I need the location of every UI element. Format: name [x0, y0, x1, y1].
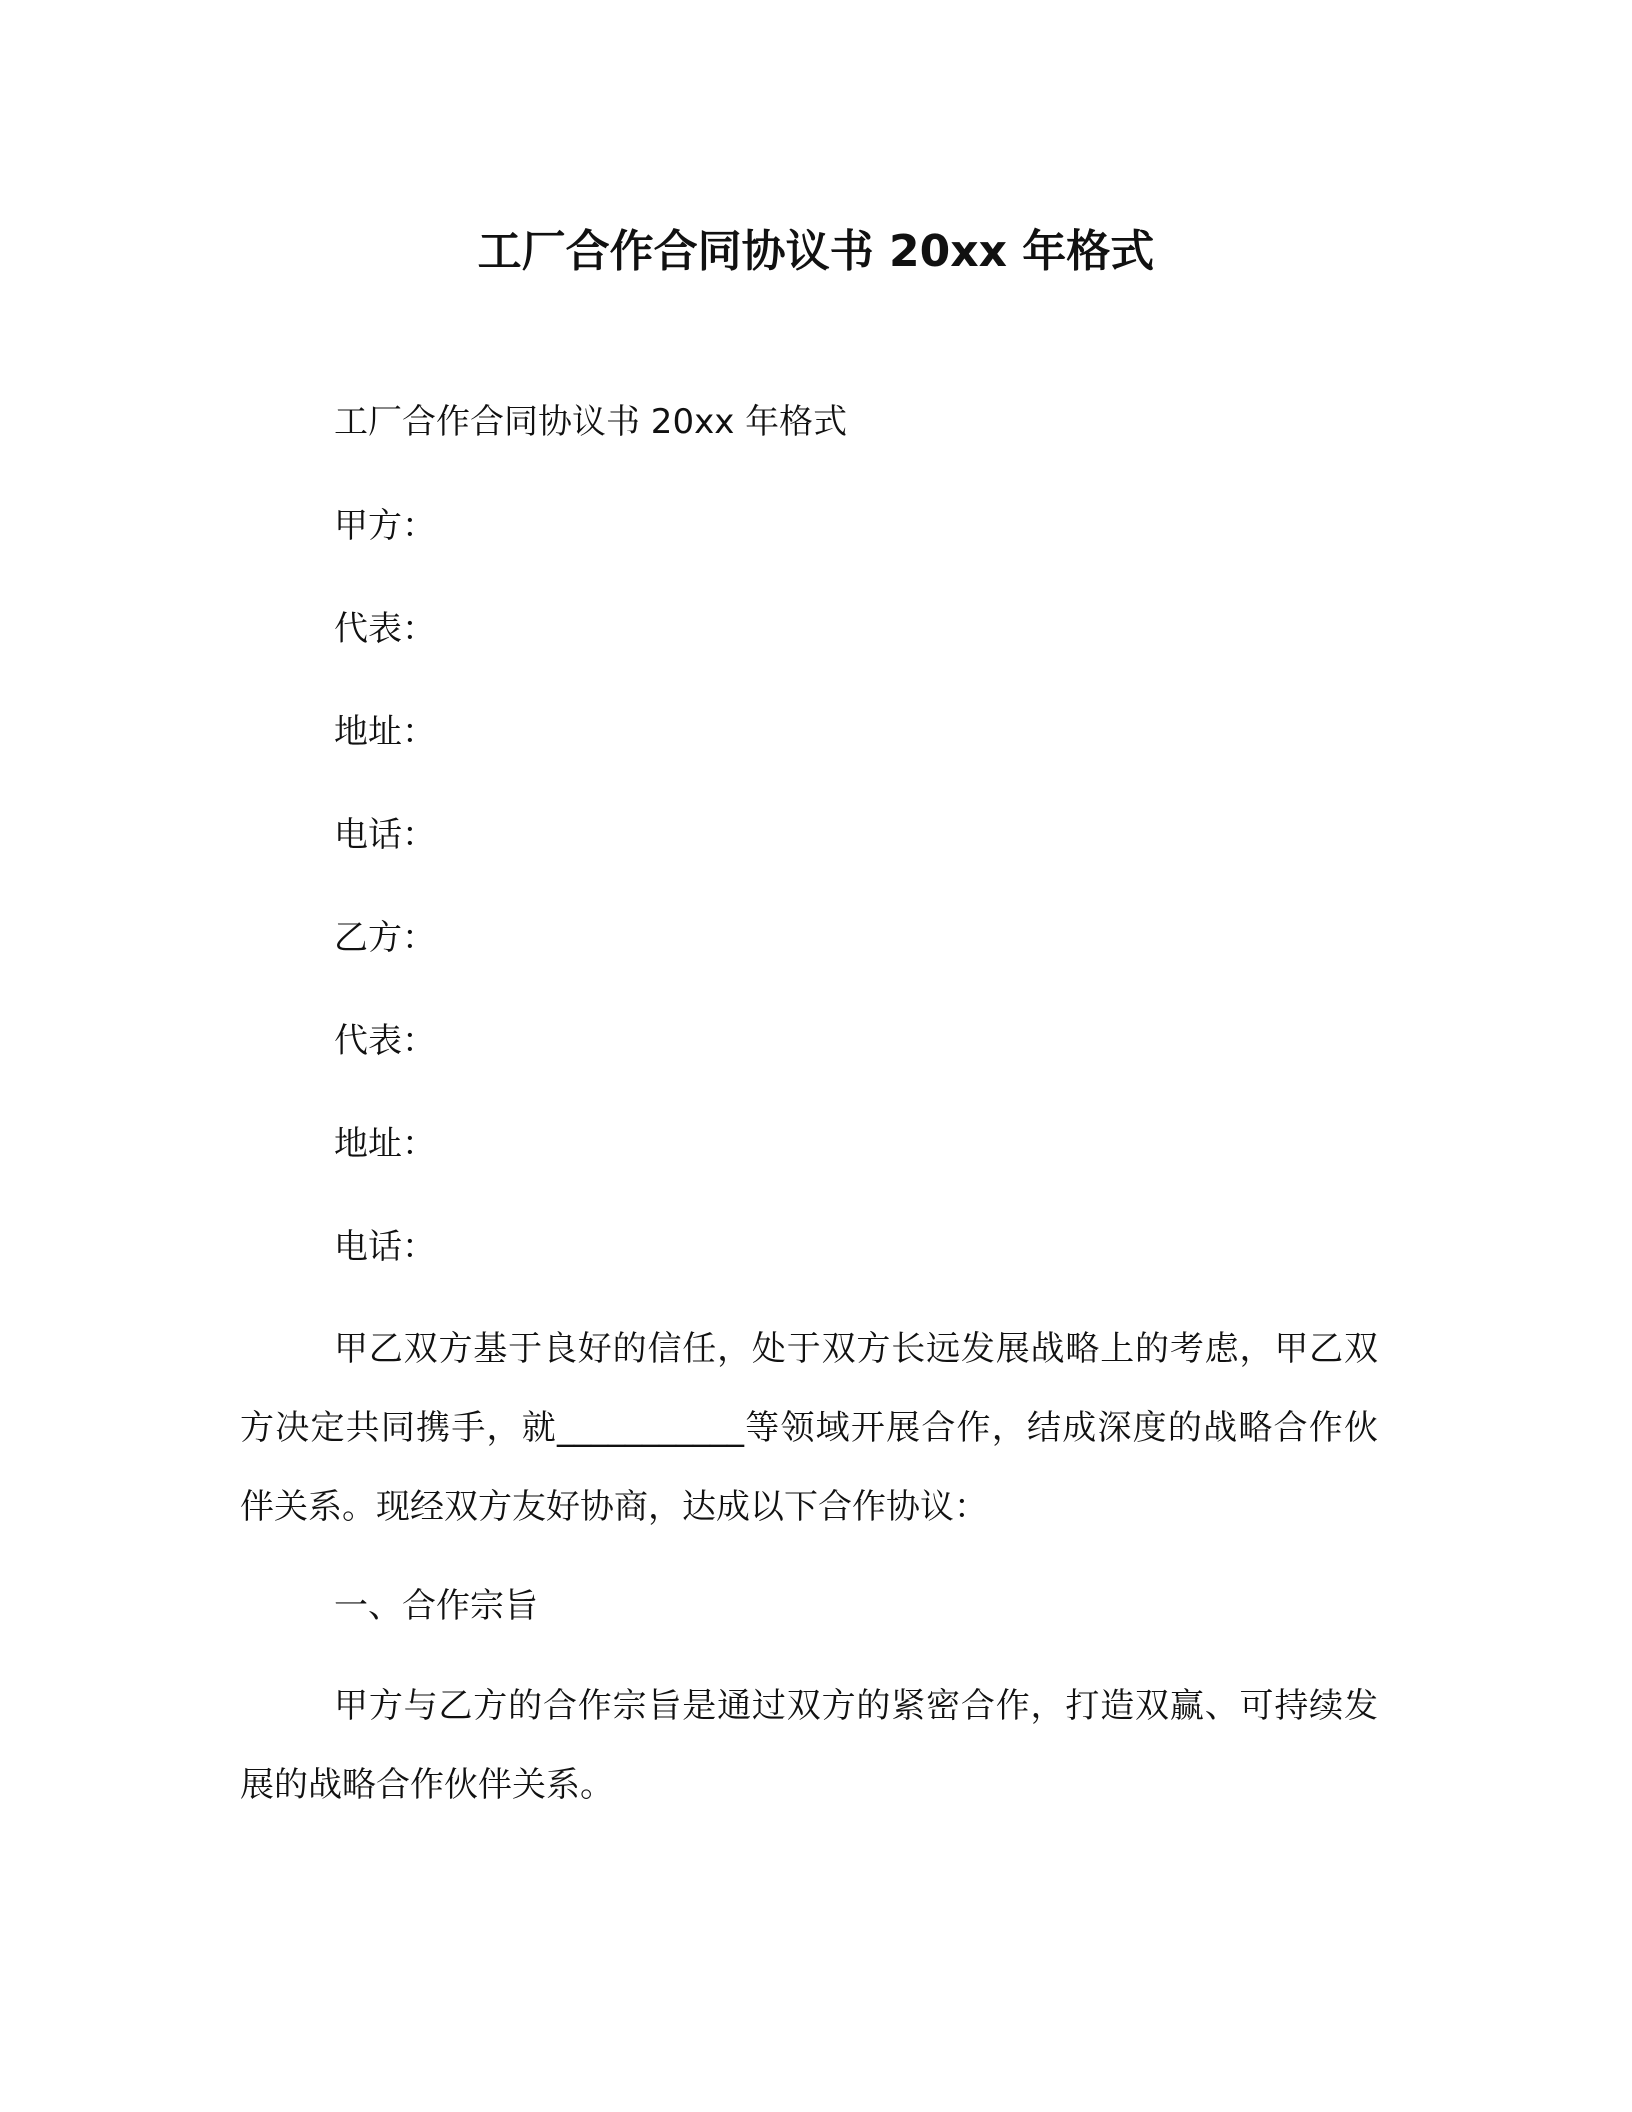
party-b-label: 乙方：	[334, 918, 436, 958]
party-b-phone: 电话：	[334, 1227, 436, 1267]
section-1-heading: 一、合作宗旨	[334, 1586, 538, 1626]
intro-paragraph: 甲乙双方基于良好的信任，处于双方长远发展战略上的考虑，甲乙双方决定共同携手，就___________等领域开展合作，结成深度的战略合作伙伴关系。现经双方友好协商，达成以下合作协议：	[240, 1329, 1378, 1527]
section-1-body: 甲方与乙方的合作宗旨是通过双方的紧密合作，打造双赢、可持续发展的战略合作伙伴关系。	[240, 1686, 1378, 1805]
party-a-address: 地址：	[334, 712, 436, 752]
document-subtitle: 工厂合作合同协议书 20xx 年格式	[334, 402, 848, 442]
party-a-label: 甲方：	[334, 506, 436, 546]
party-a-phone: 电话：	[334, 815, 436, 855]
document-title: 工厂合作合同协议书 20xx 年格式	[477, 226, 1155, 277]
party-b-representative: 代表：	[334, 1021, 436, 1061]
party-a-representative: 代表：	[334, 609, 436, 649]
party-b-address: 地址：	[334, 1124, 436, 1164]
